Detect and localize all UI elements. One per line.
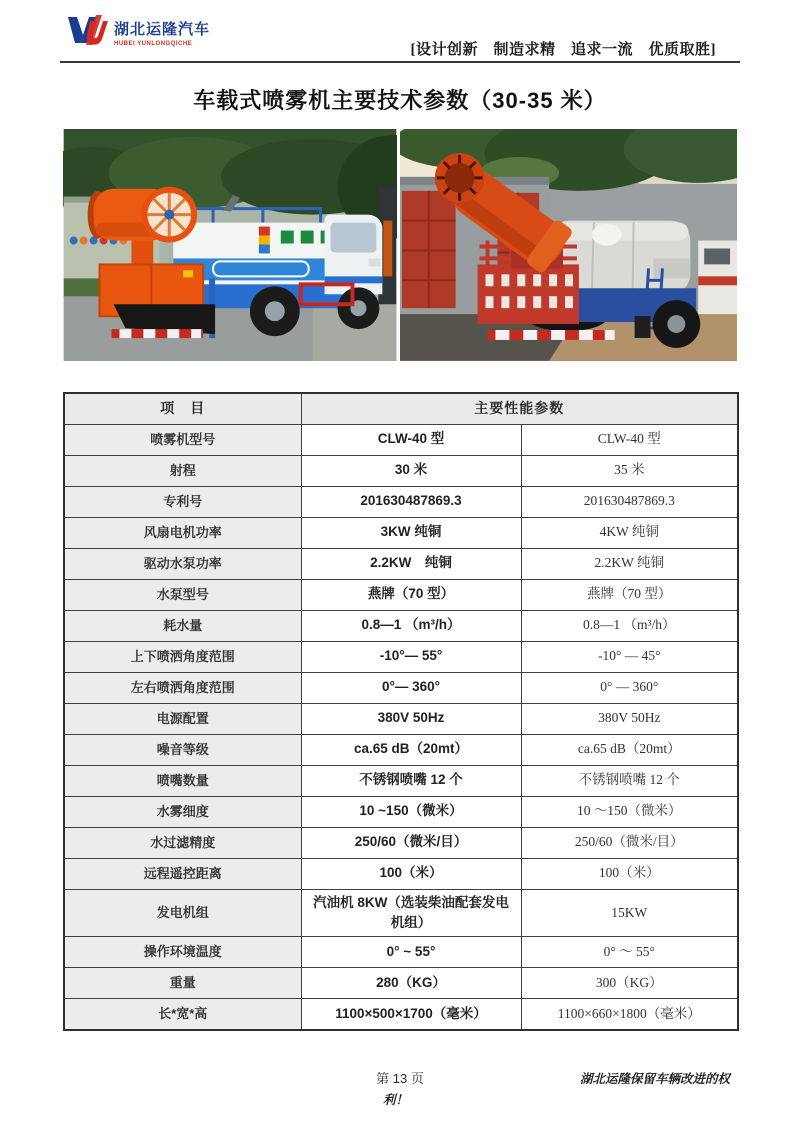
- spec-value-primary-cell: 2.2KW 纯铜: [301, 548, 521, 579]
- table-row: [64, 734, 738, 765]
- page-number: 第 13 页: [376, 1071, 424, 1086]
- spec-label-cell: 专利号: [64, 486, 301, 517]
- company-logo: [66, 13, 210, 53]
- spec-value-secondary-cell: 燕牌（70 型）: [521, 579, 738, 610]
- spec-value-secondary-cell: 201630487869.3: [521, 486, 738, 517]
- table-row: [64, 703, 738, 734]
- spec-value-secondary-cell: -10° — 45°: [521, 641, 738, 672]
- spec-value-primary-cell: 汽油机 8KW（选装柴油配套发电机组）: [301, 889, 521, 937]
- spec-value-primary-cell: CLW-40 型: [301, 424, 521, 455]
- spec-value-secondary-cell: 250/60（微米/目）: [521, 827, 738, 858]
- spec-value-primary-cell: ca.65 dB（20mt）: [301, 734, 521, 765]
- table-row: [64, 610, 738, 641]
- rights-notice-line1: 湖北运隆保留车辆改进的权: [579, 1072, 730, 1086]
- spec-label-cell: 驱动水泵功率: [64, 548, 301, 579]
- header-divider: [60, 61, 740, 63]
- spec-value-primary-cell: 280（KG）: [301, 968, 521, 999]
- spec-value-secondary-cell: 4KW 纯铜: [521, 517, 738, 548]
- table-row: [64, 424, 738, 455]
- spec-value-primary-cell: 201630487869.3: [301, 486, 521, 517]
- table-row: [64, 672, 738, 703]
- spec-value-secondary-cell: 300（KG）: [521, 968, 738, 999]
- spec-value-primary-cell: 1100×500×1700（毫米）: [301, 999, 521, 1030]
- spec-label-cell: 喷雾机型号: [64, 424, 301, 455]
- table-row: [64, 486, 738, 517]
- spec-label-cell: 远程遥控距离: [64, 858, 301, 889]
- table-row: [64, 889, 738, 937]
- yunlong-logo-icon: [66, 13, 108, 53]
- company-name-en: HUBEI YUNLONGQICHE: [114, 40, 193, 47]
- table-row: [64, 796, 738, 827]
- column-header-params: 主要性能参数: [301, 393, 738, 424]
- truck-photo-right: [400, 129, 737, 361]
- page-title: 车载式喷雾机主要技术参数（30-35 米）: [193, 88, 607, 113]
- spec-label-cell: 左右喷洒角度范围: [64, 672, 301, 703]
- spec-value-secondary-cell: 0.8—1 （m³/h）: [521, 610, 738, 641]
- table-row: [64, 455, 738, 486]
- table-row: [64, 579, 738, 610]
- table-row: [64, 858, 738, 889]
- logo-text: [114, 22, 210, 47]
- spec-table: [63, 392, 739, 1031]
- spec-value-primary-cell: 0.8—1 （m³/h）: [301, 610, 521, 641]
- spec-value-secondary-cell: 35 米: [521, 455, 738, 486]
- truck-photos: [63, 129, 737, 361]
- spec-value-secondary-cell: CLW-40 型: [521, 424, 738, 455]
- spec-label-cell: 水雾细度: [64, 796, 301, 827]
- spec-label-cell: 射程: [64, 455, 301, 486]
- spec-value-secondary-cell: 0° — 360°: [521, 672, 738, 703]
- spec-label-cell: 上下喷洒角度范围: [64, 641, 301, 672]
- spec-value-primary-cell: 0°— 360°: [301, 672, 521, 703]
- spec-label-cell: 喷嘴数量: [64, 765, 301, 796]
- spec-value-secondary-cell: 不锈钢喷嘴 12 个: [521, 765, 738, 796]
- spec-value-primary-cell: 30 米: [301, 455, 521, 486]
- spec-value-primary-cell: 0° ~ 55°: [301, 937, 521, 968]
- spec-label-cell: 发电机组: [64, 889, 301, 937]
- spec-label-cell: 水泵型号: [64, 579, 301, 610]
- spec-value-primary-cell: 不锈钢喷嘴 12 个: [301, 765, 521, 796]
- spec-label-cell: 耗水量: [64, 610, 301, 641]
- spec-value-secondary-cell: 2.2KW 纯铜: [521, 548, 738, 579]
- table-row: [64, 548, 738, 579]
- table-row: [64, 517, 738, 548]
- column-header-item: 项 目: [64, 393, 301, 424]
- table-row: [64, 765, 738, 796]
- company-name-cn: 湖北运隆汽车: [114, 21, 211, 38]
- spec-label-cell: 噪音等级: [64, 734, 301, 765]
- spec-value-secondary-cell: 15KW: [521, 889, 738, 937]
- spec-label-cell: 长*宽*高: [64, 999, 301, 1030]
- table-row: [64, 999, 738, 1030]
- spec-value-primary-cell: 250/60（微米/目）: [301, 827, 521, 858]
- spec-label-cell: 风扇电机功率: [64, 517, 301, 548]
- spec-value-primary-cell: -10°— 55°: [301, 641, 521, 672]
- table-header-row: [64, 393, 738, 424]
- spec-value-primary-cell: 380V 50Hz: [301, 703, 521, 734]
- spec-value-secondary-cell: 0° ～ 55°: [521, 937, 738, 968]
- rights-notice-line2: 利！: [383, 1093, 409, 1107]
- spec-label-cell: 重量: [64, 968, 301, 999]
- company-slogan: [设计创新 制造求精 追求一流 优质取胜]: [410, 42, 716, 58]
- truck-photo-left: [63, 129, 397, 361]
- table-row: [64, 937, 738, 968]
- spec-table-body: [64, 424, 738, 1030]
- table-row: [64, 641, 738, 672]
- spec-label-cell: 水过滤精度: [64, 827, 301, 858]
- spec-value-secondary-cell: ca.65 dB（20mt）: [521, 734, 738, 765]
- spec-value-secondary-cell: 1100×660×1800（毫米）: [521, 999, 738, 1030]
- spec-value-primary-cell: 10 ~150（微米）: [301, 796, 521, 827]
- spec-value-primary-cell: 100（米）: [301, 858, 521, 889]
- table-row: [64, 968, 738, 999]
- spec-value-primary-cell: 燕牌（70 型）: [301, 579, 521, 610]
- spec-label-cell: 电源配置: [64, 703, 301, 734]
- spec-value-primary-cell: 3KW 纯铜: [301, 517, 521, 548]
- spec-value-secondary-cell: 380V 50Hz: [521, 703, 738, 734]
- spec-value-secondary-cell: 100（米）: [521, 858, 738, 889]
- spec-label-cell: 操作环境温度: [64, 937, 301, 968]
- table-row: [64, 827, 738, 858]
- spec-value-secondary-cell: 10 ～150（微米）: [521, 796, 738, 827]
